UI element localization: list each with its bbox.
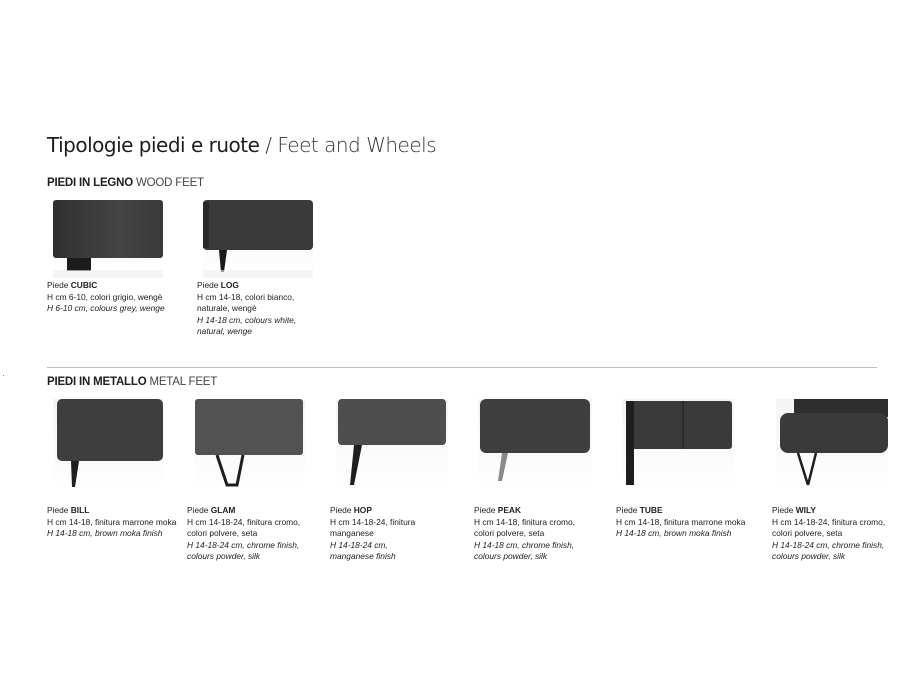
foot-hop [330, 399, 480, 563]
foot-hop-image [330, 399, 450, 491]
title-separator: / [265, 133, 272, 157]
section-divider [47, 367, 877, 368]
foot-bill-image [47, 399, 167, 491]
caption-hop: Piede HOP H cm 14-18-24, finitura manganese H 14-18-24 cm, manganese finish [330, 505, 416, 561]
title-english: Feet and Wheels [277, 133, 437, 157]
caption-log: Piede LOG H cm 14-18, colori bianco, naturale, wengè H 14-18 cm, colours white, natural, wenge [197, 280, 297, 336]
caption-glam: Piede GLAM H cm 14-18-24, finitura cromo, colori polvere, seta H 14-18-24 cm, chrome finish, colours powder, silk [187, 505, 301, 561]
foot-bill [47, 399, 197, 540]
wood-heading-light: WOOD FEET [136, 177, 204, 189]
foot-glam [187, 399, 337, 563]
caption-bill: Piede BILL H cm 14-18, finitura marrone moka H 14-18 cm, brown moka finish [47, 505, 177, 538]
foot-glam-image [187, 399, 307, 491]
page-title [47, 133, 436, 157]
foot-tube-image [616, 399, 736, 491]
caption-peak: Piede PEAK H cm 14-18, finitura cromo, colori polvere, seta H 14-18 cm, chrome finish, colours powder, silk [474, 505, 575, 561]
wood-feet-heading [47, 177, 204, 189]
foot-peak-image [474, 399, 594, 491]
metal-heading-bold: PIEDI IN METALLO [47, 376, 147, 388]
title-italian: Tipologie piedi e ruote [47, 133, 260, 157]
foot-wily [772, 399, 900, 563]
metal-heading-light: METAL FEET [149, 376, 218, 388]
caption-tube: Piede TUBE H cm 14-18, finitura marrone moka H 14-18 cm, brown moka finish [616, 505, 746, 538]
wood-heading-bold: PIEDI IN LEGNO [47, 177, 134, 189]
foot-log-image [197, 200, 317, 280]
foot-peak [474, 399, 624, 563]
foot-log [197, 200, 347, 338]
caption-wily: Piede WILY H cm 14-18-24, finitura cromo, colori polvere, seta H 14-18-24 cm, chrome finish, colours powder, silk [772, 505, 886, 561]
metal-feet-heading [47, 376, 217, 388]
foot-cubic-image [47, 200, 167, 280]
foot-cubic [47, 200, 197, 315]
foot-tube [616, 399, 766, 540]
caption-cubic: Piede CUBIC H cm 6-10, colori grigio, wengè H 6-10 cm, colours grey, wenge [47, 280, 165, 313]
foot-wily-image [772, 399, 892, 491]
side-mark: · [2, 370, 5, 380]
